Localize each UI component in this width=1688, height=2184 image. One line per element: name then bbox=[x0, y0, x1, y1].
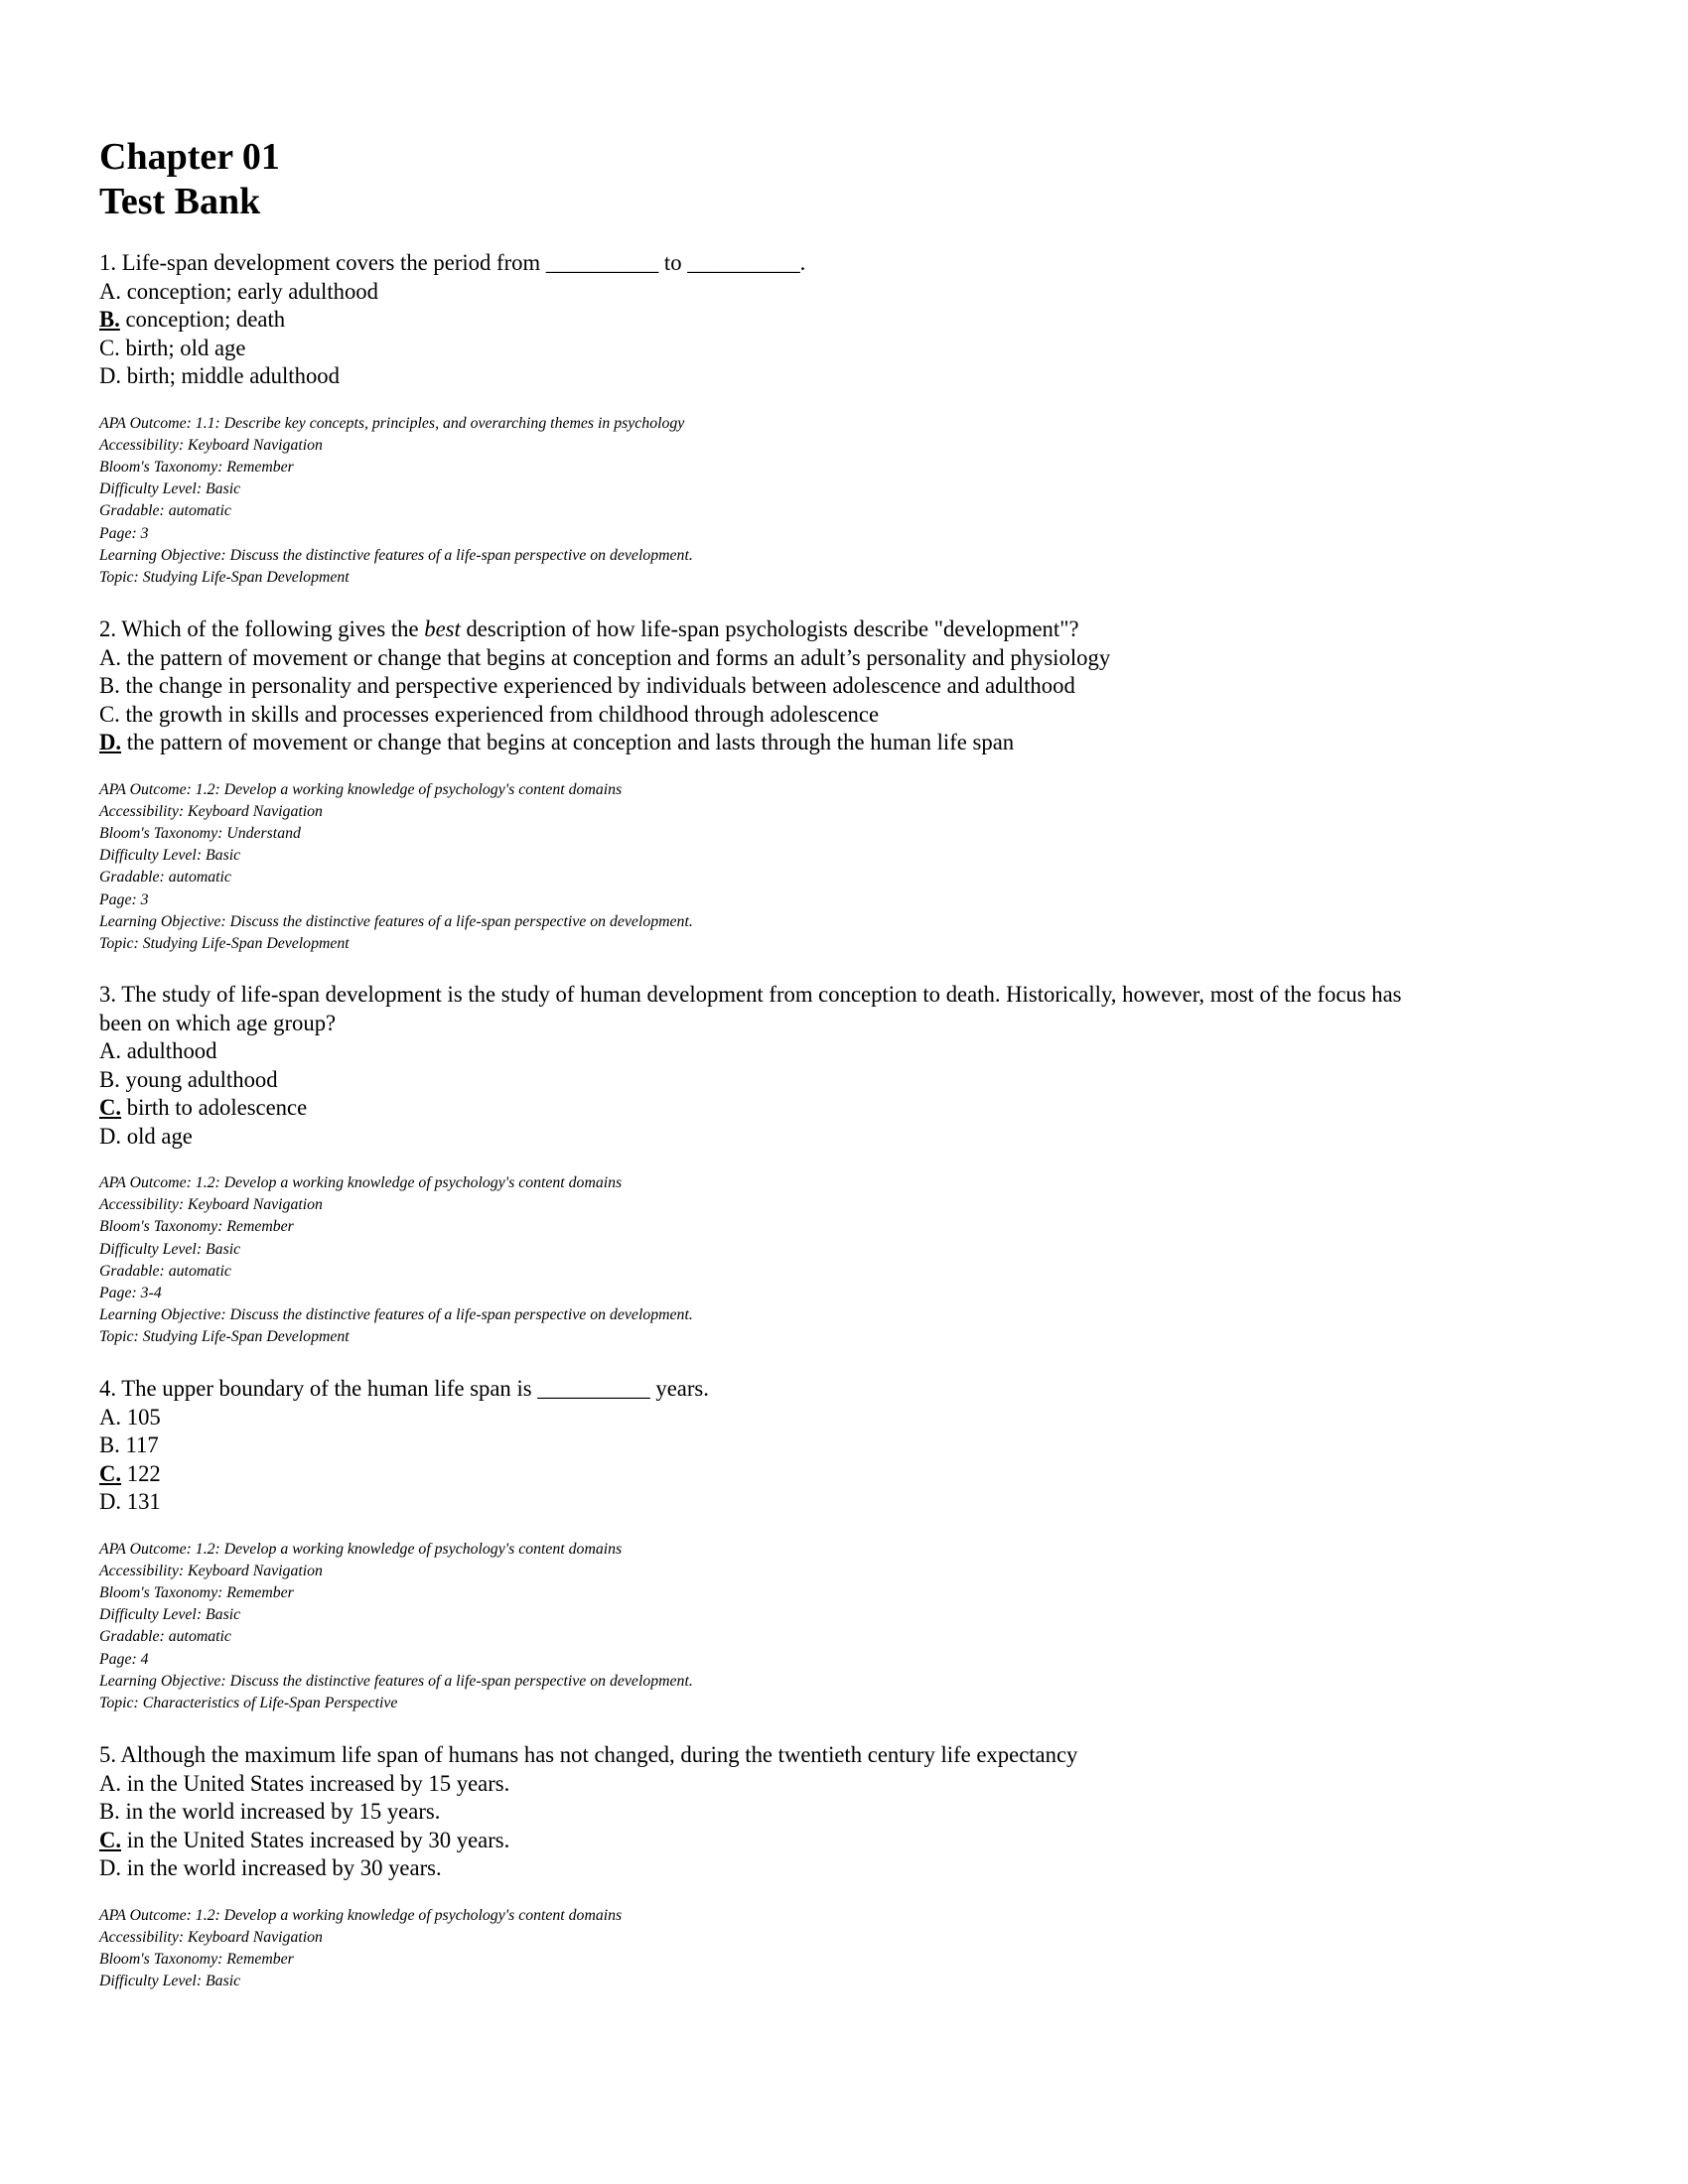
meta-learning-objective: Learning Objective: Discuss the distinctive features of a life-span perspective on development. bbox=[99, 1672, 693, 1690]
meta-difficulty: Difficulty Level: Basic bbox=[99, 480, 241, 498]
meta-accessibility: Accessibility: Keyboard Navigation bbox=[99, 1196, 323, 1214]
meta-page: Page: 4 bbox=[99, 1650, 149, 1668]
answer-option-c bbox=[99, 701, 1569, 730]
answer-option-d bbox=[99, 1123, 1569, 1152]
answer-option-a bbox=[99, 278, 1569, 307]
meta-blooms-taxonomy: Bloom's Taxonomy: Remember bbox=[99, 1583, 294, 1601]
option-letter-correct: B. bbox=[99, 307, 120, 332]
question-stem: 1. Life-span development covers the period from __________ to __________. bbox=[99, 250, 806, 275]
meta-blooms-taxonomy: Bloom's Taxonomy: Remember bbox=[99, 1218, 294, 1236]
option-letter-correct: C. bbox=[99, 1460, 122, 1486]
question-metadata bbox=[99, 779, 1569, 956]
option-letter: C. bbox=[99, 701, 120, 727]
meta-blooms-taxonomy: Bloom's Taxonomy: Remember bbox=[99, 1950, 294, 1968]
question-1 bbox=[99, 249, 1569, 589]
question-metadata bbox=[99, 1905, 1569, 1993]
title-line-test-bank: Test Bank bbox=[99, 181, 261, 222]
meta-accessibility: Accessibility: Keyboard Navigation bbox=[99, 802, 323, 820]
meta-accessibility: Accessibility: Keyboard Navigation bbox=[99, 1562, 323, 1579]
stem-text: description of how life-span psychologists describe "development"? bbox=[460, 616, 1079, 641]
answer-option-a bbox=[99, 644, 1569, 673]
option-text: in the United States increased by 30 years. bbox=[121, 1827, 510, 1852]
answer-option-b bbox=[99, 1432, 1569, 1460]
option-text: 117 bbox=[119, 1433, 159, 1457]
option-text: conception; death bbox=[119, 307, 286, 332]
question-metadata bbox=[99, 1172, 1569, 1349]
option-text: adulthood bbox=[121, 1038, 217, 1063]
option-text: the pattern of movement or change that begins at conception and forms an adult’s personality and physiology bbox=[121, 644, 1111, 670]
meta-blooms-taxonomy: Bloom's Taxonomy: Understand bbox=[99, 824, 301, 842]
option-text: the growth in skills and processes experienced from childhood through adolescence bbox=[119, 701, 880, 727]
option-letter: B. bbox=[99, 1433, 120, 1457]
option-text: the pattern of movement or change that begins at conception and lasts through the human life span bbox=[121, 730, 1015, 754]
option-letter: C. bbox=[99, 335, 120, 360]
meta-learning-objective: Learning Objective: Discuss the distinctive features of a life-span perspective on development. bbox=[99, 1306, 693, 1324]
option-letter: D. bbox=[99, 1489, 122, 1514]
option-text: birth; middle adulthood bbox=[121, 363, 340, 388]
option-text: birth to adolescence bbox=[121, 1095, 308, 1120]
answer-option-c bbox=[99, 1827, 1569, 1855]
meta-difficulty: Difficulty Level: Basic bbox=[99, 1973, 241, 1990]
question-stem-line-2: been on which age group? bbox=[99, 1010, 337, 1035]
answer-option-b bbox=[99, 672, 1569, 701]
answer-option-a bbox=[99, 1037, 1569, 1066]
option-letter: D. bbox=[99, 1123, 122, 1149]
option-letter: A. bbox=[99, 1038, 122, 1063]
meta-difficulty: Difficulty Level: Basic bbox=[99, 1606, 241, 1624]
option-letter: D. bbox=[99, 1855, 122, 1880]
meta-learning-objective: Learning Objective: Discuss the distinctive features of a life-span perspective on development. bbox=[99, 912, 693, 930]
option-text: 131 bbox=[121, 1489, 161, 1514]
option-letter: A. bbox=[99, 1404, 122, 1430]
option-text: in the world increased by 30 years. bbox=[121, 1855, 442, 1880]
question-5 bbox=[99, 1741, 1569, 1992]
meta-gradable: Gradable: automatic bbox=[99, 869, 231, 887]
answer-option-b bbox=[99, 1066, 1569, 1095]
stem-emphasis: best bbox=[424, 616, 461, 641]
page-title bbox=[99, 135, 280, 224]
meta-page: Page: 3 bbox=[99, 890, 149, 908]
option-letter: A. bbox=[99, 1770, 122, 1796]
option-letter-correct: D. bbox=[99, 730, 122, 754]
answer-option-c bbox=[99, 335, 1569, 363]
answer-option-a bbox=[99, 1770, 1569, 1799]
question-stem-line-1: 3. The study of life-span development is the study of human development from conception to death. Historically, however, most of the focus has bbox=[99, 982, 1402, 1007]
meta-gradable: Gradable: automatic bbox=[99, 1262, 231, 1280]
meta-apa-outcome: APA Outcome: 1.2: Develop a working knowledge of psychology's content domains bbox=[99, 1540, 623, 1558]
meta-difficulty: Difficulty Level: Basic bbox=[99, 1240, 241, 1258]
meta-apa-outcome: APA Outcome: 1.1: Describe key concepts, principles, and overarching themes in psychology bbox=[99, 414, 685, 432]
meta-gradable: Gradable: automatic bbox=[99, 1628, 231, 1646]
question-3 bbox=[99, 981, 1569, 1349]
meta-difficulty: Difficulty Level: Basic bbox=[99, 847, 241, 865]
option-letter-correct: C. bbox=[99, 1827, 122, 1852]
option-text: young adulthood bbox=[119, 1066, 278, 1092]
option-text: birth; old age bbox=[119, 335, 246, 360]
answer-option-c bbox=[99, 1460, 1569, 1489]
option-letter-correct: C. bbox=[99, 1095, 122, 1120]
option-text: the change in personality and perspective experienced by individuals between adolescence and adulthood bbox=[119, 673, 1075, 698]
answer-option-d bbox=[99, 362, 1569, 391]
option-text: in the United States increased by 15 years. bbox=[121, 1770, 510, 1796]
option-text: old age bbox=[121, 1123, 193, 1149]
title-line-chapter: Chapter 01 bbox=[99, 136, 280, 178]
meta-topic: Topic: Studying Life-Span Development bbox=[99, 568, 350, 586]
question-metadata bbox=[99, 413, 1569, 590]
option-letter: A. bbox=[99, 644, 122, 670]
meta-blooms-taxonomy: Bloom's Taxonomy: Remember bbox=[99, 458, 294, 476]
answer-option-d bbox=[99, 1488, 1569, 1517]
question-stem: 4. The upper boundary of the human life span is __________ years. bbox=[99, 1376, 709, 1401]
meta-topic: Topic: Characteristics of Life-Span Perspective bbox=[99, 1694, 398, 1711]
stem-text: 2. Which of the following gives the bbox=[99, 616, 425, 641]
answer-option-d bbox=[99, 1854, 1569, 1883]
option-letter: D. bbox=[99, 363, 122, 388]
answer-option-c bbox=[99, 1094, 1569, 1123]
option-text: 105 bbox=[121, 1404, 161, 1430]
answer-option-b bbox=[99, 306, 1569, 335]
option-letter: B. bbox=[99, 1799, 120, 1824]
meta-accessibility: Accessibility: Keyboard Navigation bbox=[99, 436, 323, 454]
option-text: 122 bbox=[121, 1460, 161, 1486]
meta-apa-outcome: APA Outcome: 1.2: Develop a working knowledge of psychology's content domains bbox=[99, 780, 623, 798]
option-letter: A. bbox=[99, 278, 122, 304]
meta-apa-outcome: APA Outcome: 1.2: Develop a working knowledge of psychology's content domains bbox=[99, 1906, 623, 1924]
answer-option-b bbox=[99, 1798, 1569, 1827]
answer-option-d bbox=[99, 729, 1569, 757]
meta-apa-outcome: APA Outcome: 1.2: Develop a working knowledge of psychology's content domains bbox=[99, 1174, 623, 1191]
meta-learning-objective: Learning Objective: Discuss the distinctive features of a life-span perspective on development. bbox=[99, 546, 693, 564]
meta-page: Page: 3-4 bbox=[99, 1285, 162, 1302]
option-text: conception; early adulthood bbox=[121, 278, 378, 304]
option-text: in the world increased by 15 years. bbox=[119, 1799, 441, 1824]
meta-topic: Topic: Studying Life-Span Development bbox=[99, 1328, 350, 1346]
meta-accessibility: Accessibility: Keyboard Navigation bbox=[99, 1928, 323, 1946]
question-4 bbox=[99, 1375, 1569, 1714]
option-letter: B. bbox=[99, 673, 120, 698]
meta-topic: Topic: Studying Life-Span Development bbox=[99, 934, 350, 952]
answer-option-a bbox=[99, 1404, 1569, 1433]
meta-page: Page: 3 bbox=[99, 524, 149, 542]
question-2 bbox=[99, 615, 1569, 955]
option-letter: B. bbox=[99, 1066, 120, 1092]
meta-gradable: Gradable: automatic bbox=[99, 502, 231, 520]
question-stem bbox=[99, 615, 1569, 644]
question-stem: 5. Although the maximum life span of humans has not changed, during the twentieth century life expectancy bbox=[99, 1742, 1078, 1767]
question-metadata bbox=[99, 1539, 1569, 1715]
